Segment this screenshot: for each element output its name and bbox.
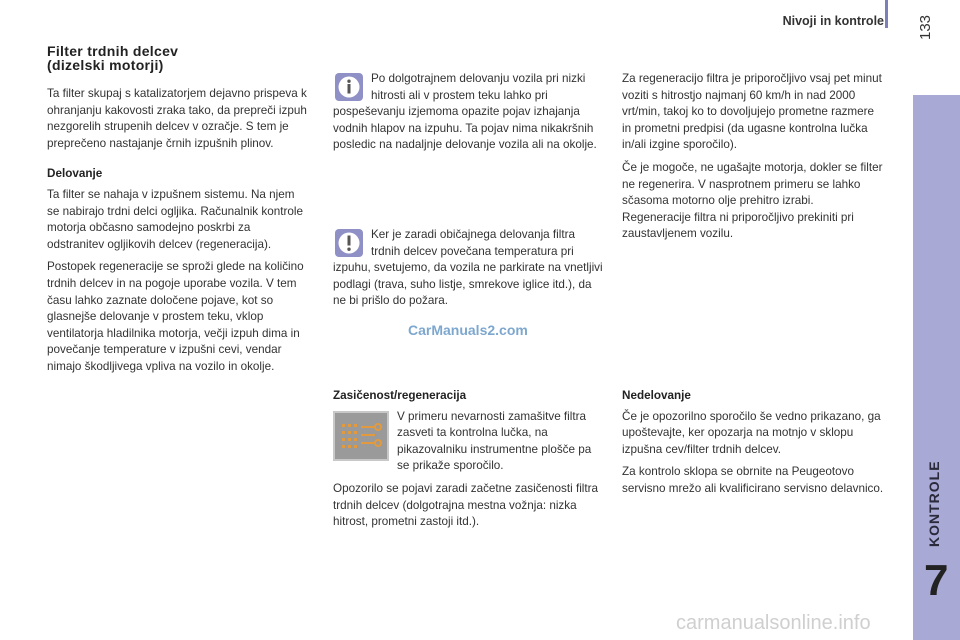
delovanje-paragraph-2: Postopek regeneracije se sproži glede na količino trdnih delcev in na pogoje uporabe vozila. V tem času lahko zaznate določene pojave, kot so glasnejše delovanje v prostem teku, vklop ventilatorja hladilnika motorja, večji izpuh dima in povečanje temperature v izpušni cevi, vendar nimajo škodljivega vpliva na vozilo in okolje. [47, 260, 304, 373]
zasicenost-heading: Zasičenost/regeneracija [333, 389, 467, 402]
zasicenost-paragraph-2: Opozorilo se pojavi zaradi začetne zasičenosti filtra trdnih delcev (dolgotrajna mestna vožnja: nizka hitrost, prometni zastoji itd.). [333, 481, 599, 529]
exclamation-icon [335, 229, 363, 257]
warning-note [333, 227, 605, 310]
nedelovanje-heading: Nedelovanje [622, 389, 691, 402]
warning-note-text: Ker je zaradi običajnega delovanja filtra trdnih delcev povečana temperatura pri izpuhu, svetujemo, da vozila ne parkirate na vnetljivi podlagi (trava, suho listje, smrekove iglice itd.), da ne bi prišlo do požara. [333, 228, 603, 308]
nedelovanje-paragraph-2: Za kontrolo sklopa se obrnite na Peugeotovo servisno mrežo ali kvalificirano servisno delavnico. [622, 465, 884, 495]
chapter-number: 7 [924, 556, 949, 605]
regeneration-paragraph-2: Če je mogoče, ne ugašajte motorja, dokler se filter ne regenerira. V nasprotnem primeru se lahko sčasoma motorno olje prehitro izrabi. Regeneracije filtra ni priporočljivo prekiniti pri zaustavljenem vozilu. [622, 160, 883, 241]
info-note [333, 71, 605, 154]
delovanje-heading: Delovanje [47, 167, 103, 181]
section-title-line-1: Filter trdnih delcev [47, 43, 179, 59]
section-label: KONTROLE [926, 460, 942, 547]
particle-filter-warning-light-icon [333, 411, 389, 461]
column-1 [47, 44, 309, 382]
nedelovanje-section [622, 388, 884, 504]
info-icon [335, 73, 363, 101]
page-number: 133 [917, 14, 934, 40]
zasicenost-paragraph-1: V primeru nevarnosti zamašitve filtra zasveti ta kontrolna lučka, na pikazovalniku instrumentne plošče pa se prikaže sporočilo. [397, 409, 592, 473]
delovanje-paragraph-1: Ta filter se nahaja v izpušnem sistemu. Na njem se nabirajo trdni delci ogljika. Računalnik kontrole motorja občasno samodejno poskrbi za odstranitev ogljikovih delcev (regeneracija). [47, 187, 303, 251]
watermark-carmanualsonline: carmanualsonline.info [676, 612, 871, 634]
regeneration-paragraph-1: Za regeneracijo filtra je priporočljivo vsaj pet minut voziti s hitrostjo najmanj 60 km/h in nad 2000 vrt/min, takoj ko to dovoljujejo prometne razmere in prometni predpisi (da ugasne kontrolna lučka in/ali izgine sporočilo). [622, 72, 882, 152]
nedelovanje-paragraph-1: Če je opozorilno sporočilo še vedno prikazano, ga upoštevajte, ker opozarja na motnjo v sklopu izpušna cev/filter trdnih delcev. [622, 409, 881, 456]
intro-paragraph: Ta filter skupaj s katalizatorjem dejavno prispeva k ohranjanju kakovosti zraka tako, da prepreči izpuh nezgorelih strupenih delcev v ozračje. S tem je preprečeno nastajanje črnih izpušnih plinov. [47, 87, 307, 150]
section-title-line-2: (dizelski motorji) [47, 57, 164, 73]
column-3 [622, 71, 884, 249]
zasicenost-section [333, 388, 605, 537]
section-title [47, 44, 309, 72]
watermark-carmanuals: CarManuals2.com [408, 322, 528, 338]
header-title: Nivoji in kontrole [782, 14, 884, 28]
info-note-text: Po dolgotrajnem delovanju vozila pri nizki hitrosti ali v prostem teku lahko pri pospeševanju izjemoma opazite pojav izhajanja vodnih hlapov na izpuhu. Ta pojav nima nikakršnih posledic na nadaljnje delovanje vozila ali na okolje. [333, 72, 597, 152]
header-divider [885, 0, 888, 28]
